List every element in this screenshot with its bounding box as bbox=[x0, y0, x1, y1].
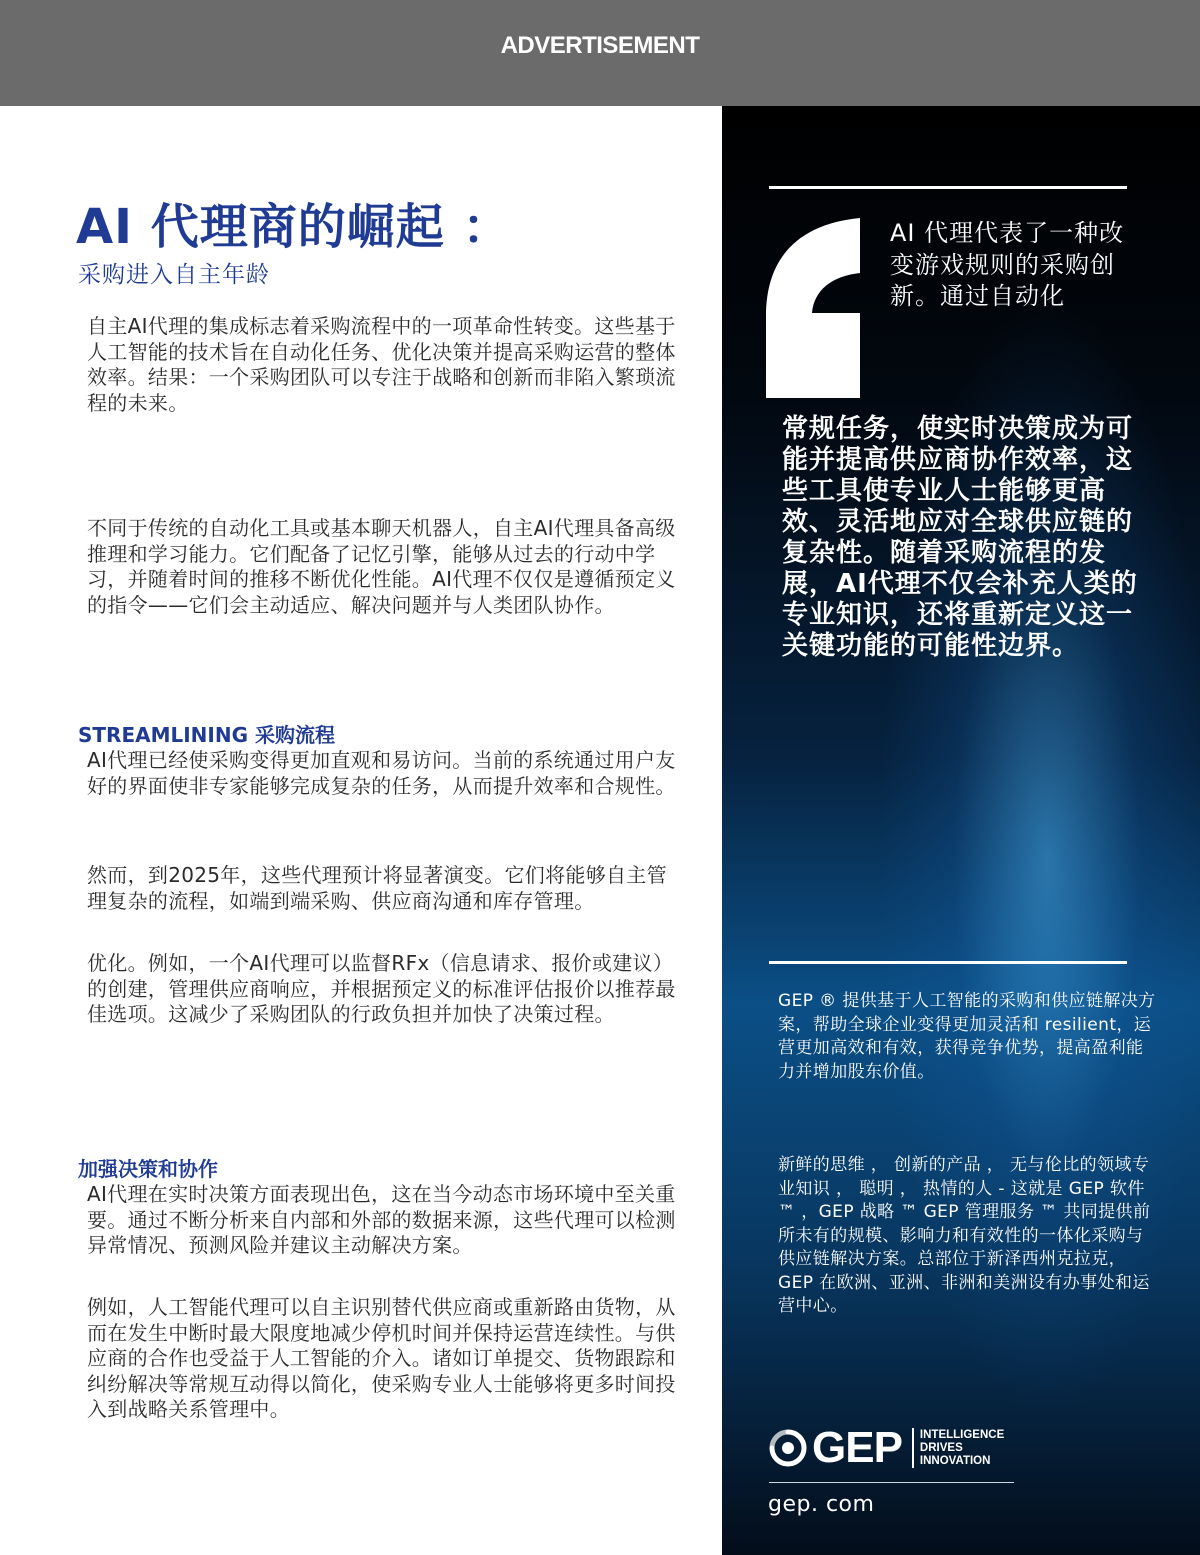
gep-tagline bbox=[912, 1428, 1004, 1468]
decision-paragraph-2: 例如，人工智能代理可以自主识别替代供应商或重新路由货物，从而在发生中断时最大限度地减少停机时间并保持运营连续性。与供应商的合作也受益于人工智能的介入。诸如订单提交、货物跟踪和纠纷解决等常规互动得以简化，使采购专业人士能够将更多时间投入到战略关系管理中。 bbox=[87, 1295, 676, 1421]
middle-divider bbox=[769, 961, 1127, 964]
advertisement-banner bbox=[0, 0, 1200, 106]
streamlining-paragraph-2: 然而，到2025年，这些代理预计将显著演变。它们将能够自主管理复杂的流程，如端到端采购、供应商沟通和库存管理。 bbox=[87, 863, 667, 913]
tagline-line-1: INTELLIGENCE bbox=[919, 1428, 1005, 1441]
gep-logo bbox=[768, 1424, 1004, 1472]
top-divider bbox=[769, 186, 1127, 189]
tagline-line-3: INNOVATION bbox=[919, 1454, 991, 1467]
gep-services-paragraph: 新鲜的思维 ， 创新的产品 ， 无与伦比的领域专业知识 ， 聪明 ， 热情的人 - 这就是 GEP 软件 ™ ，GEP 战略 ™ GEP 管理服务 ™ 共同提供前所未有的规模、影响力和有效性的一体化采购与供应链解决方案。总部位于新泽西州克拉克，GEP 在欧洲、亚洲、非洲和美洲设有办事处和运营中心。 bbox=[778, 1155, 1151, 1316]
section-heading-streamlining: STREAMLINING 采购流程 bbox=[78, 723, 335, 747]
sidebar-panel bbox=[722, 106, 1200, 1555]
streamlining-paragraph-3: 优化。例如，一个AI代理可以监督RFx（信息请求、报价或建议）的创建，管理供应商响应，并根据预定义的标准评估报价以推荐最佳选项。这减少了采购团队的行政负担并加快了决策过程。 bbox=[87, 951, 676, 1026]
autonomy-paragraph: 不同于传统的自动化工具或基本聊天机器人，自主AI代理具备高级推理和学习能力。它们配备了记忆引擎，能够从过去的行动中学习，并随着时间的推移不断优化性能。AI代理不仅仅是遵循预定义的指令——它们会主动适应、解决问题并与人类团队协作。 bbox=[87, 516, 676, 617]
pull-quote-intro: AI 代理代表了一种改变游戏规则的采购创新。通过自动化 bbox=[890, 219, 1125, 310]
article-column bbox=[0, 106, 722, 1555]
website-link[interactable]: gep. com bbox=[768, 1492, 875, 1517]
intro-paragraph: 自主AI代理的集成标志着采购流程中的一项革命性转变。这些基于人工智能的技术旨在自动化任务、优化决策并提高采购运营的整体效率。结果：一个采购团队可以专注于战略和创新而非陷入繁琐流程的未来。 bbox=[87, 314, 676, 415]
about-gep-paragraph: GEP ® 提供基于人工智能的采购和供应链解决方案，帮助全球企业变得更加灵活和 resilient，运营更加高效和有效，获得竞争优势，提高盈利能力并增加股东价值。 bbox=[778, 991, 1156, 1082]
gep-swirl-logo-icon bbox=[768, 1428, 808, 1468]
logo-divider bbox=[769, 1482, 1014, 1483]
pull-quote-body: 常规任务，使实时决策成为可能并提高供应商协作效率，这些工具使专业人士能够更高效、灵活地应对全球供应链的复杂性。随着采购流程的发展，AI代理不仅会补充人类的专业知识，还将重新定义这一关键功能的可能性边界。 bbox=[782, 414, 1138, 661]
article-subtitle: 采购进入自主年龄 bbox=[78, 262, 270, 288]
streamlining-paragraph-1: AI代理已经使采购变得更加直观和易访问。当前的系统通过用户友好的界面使非专家能够完成复杂的任务，从而提升效率和合规性。 bbox=[87, 748, 676, 798]
article-title: AI 代理商的崛起 ： bbox=[76, 199, 512, 255]
section-heading-decision: 加强决策和协作 bbox=[78, 1157, 218, 1181]
quote-mark-icon bbox=[766, 218, 860, 398]
advertisement-label: ADVERTISEMENT bbox=[500, 32, 700, 59]
tagline-line-2: DRIVES bbox=[919, 1441, 963, 1454]
decision-paragraph-1: AI代理在实时决策方面表现出色，这在当今动态市场环境中至关重要。通过不断分析来自内部和外部的数据来源，这些代理可以检测异常情况、预测风险并建议主动解决方案。 bbox=[87, 1182, 676, 1257]
gep-logo-text: GEP bbox=[812, 1423, 902, 1472]
